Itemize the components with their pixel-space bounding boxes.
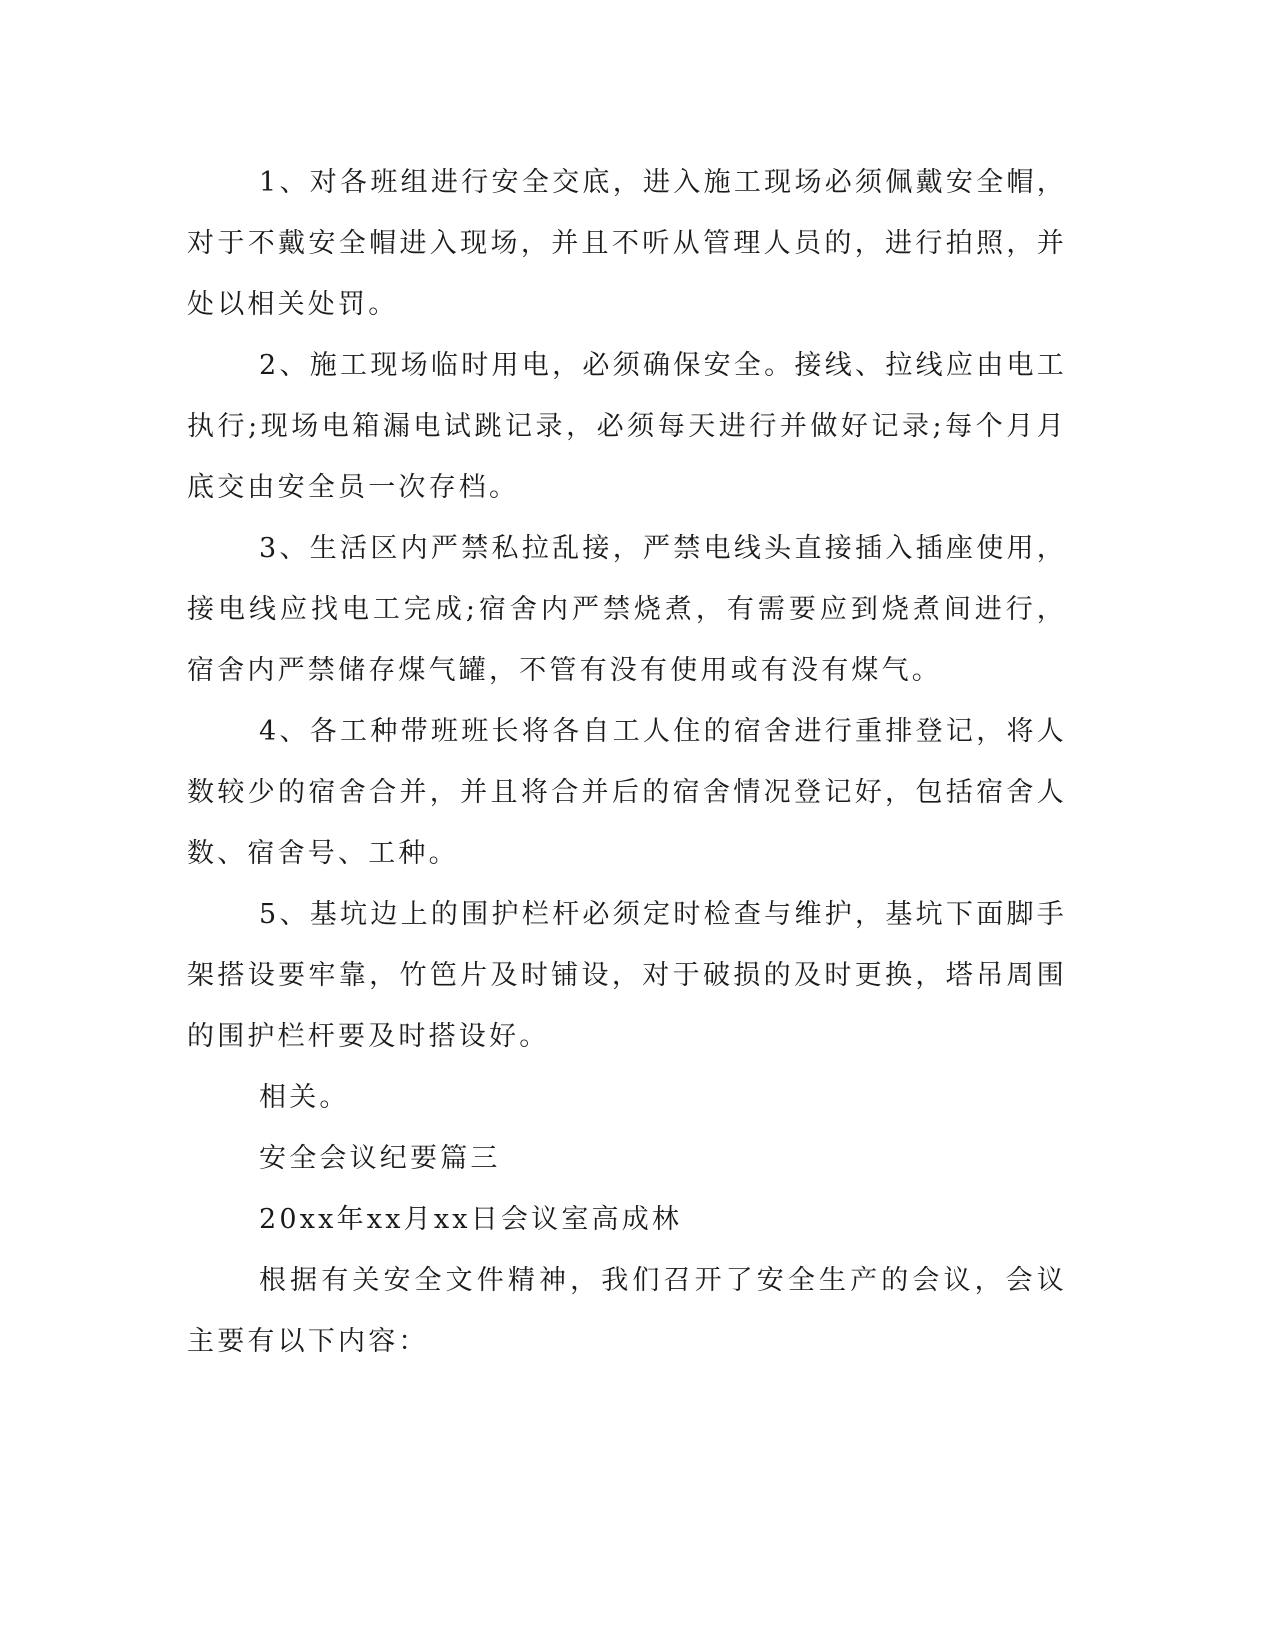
paragraph-item-3: 3、生活区内严禁私拉乱接，严禁电线头直接插入插座使用，接电线应找电工完成;宿舍内严禁烧煮，有需要应到烧煮间进行，宿舍内严禁储存煤气罐，不管有没有使用或有没有煤气。 (187, 533, 1067, 686)
section-heading: 安全会议纪要篇三 (259, 1143, 501, 1174)
document-body (187, 152, 1067, 1372)
meeting-info-line: 20xx年xx月xx日会议室高成林 (259, 1204, 683, 1235)
paragraph-item-5: 5、基坑边上的围护栏杆必须定时检查与维护，基坑下面脚手架搭设要牢靠，竹笆片及时铺设，对于破损的及时更换，塔吊周围的围护栏杆要及时搭设好。 (187, 899, 1067, 1052)
paragraph-item-1: 1、对各班组进行安全交底，进入施工现场必须佩戴安全帽，对于不戴安全帽进入现场，并且不听从管理人员的，进行拍照，并处以相关处罚。 (187, 167, 1067, 320)
paragraph-item-2: 2、施工现场临时用电，必须确保安全。接线、拉线应由电工执行;现场电箱漏电试跳记录，必须每天进行并做好记录;每个月月底交由安全员一次存档。 (187, 350, 1067, 503)
intro-paragraph: 根据有关安全文件精神，我们召开了安全生产的会议，会议主要有以下内容： (187, 1265, 1067, 1357)
related-note: 相关。 (259, 1082, 350, 1113)
paragraph-item-4: 4、各工种带班班长将各自工人住的宿舍进行重排登记，将人数较少的宿舍合并，并且将合并后的宿舍情况登记好，包括宿舍人数、宿舍号、工种。 (187, 716, 1067, 869)
